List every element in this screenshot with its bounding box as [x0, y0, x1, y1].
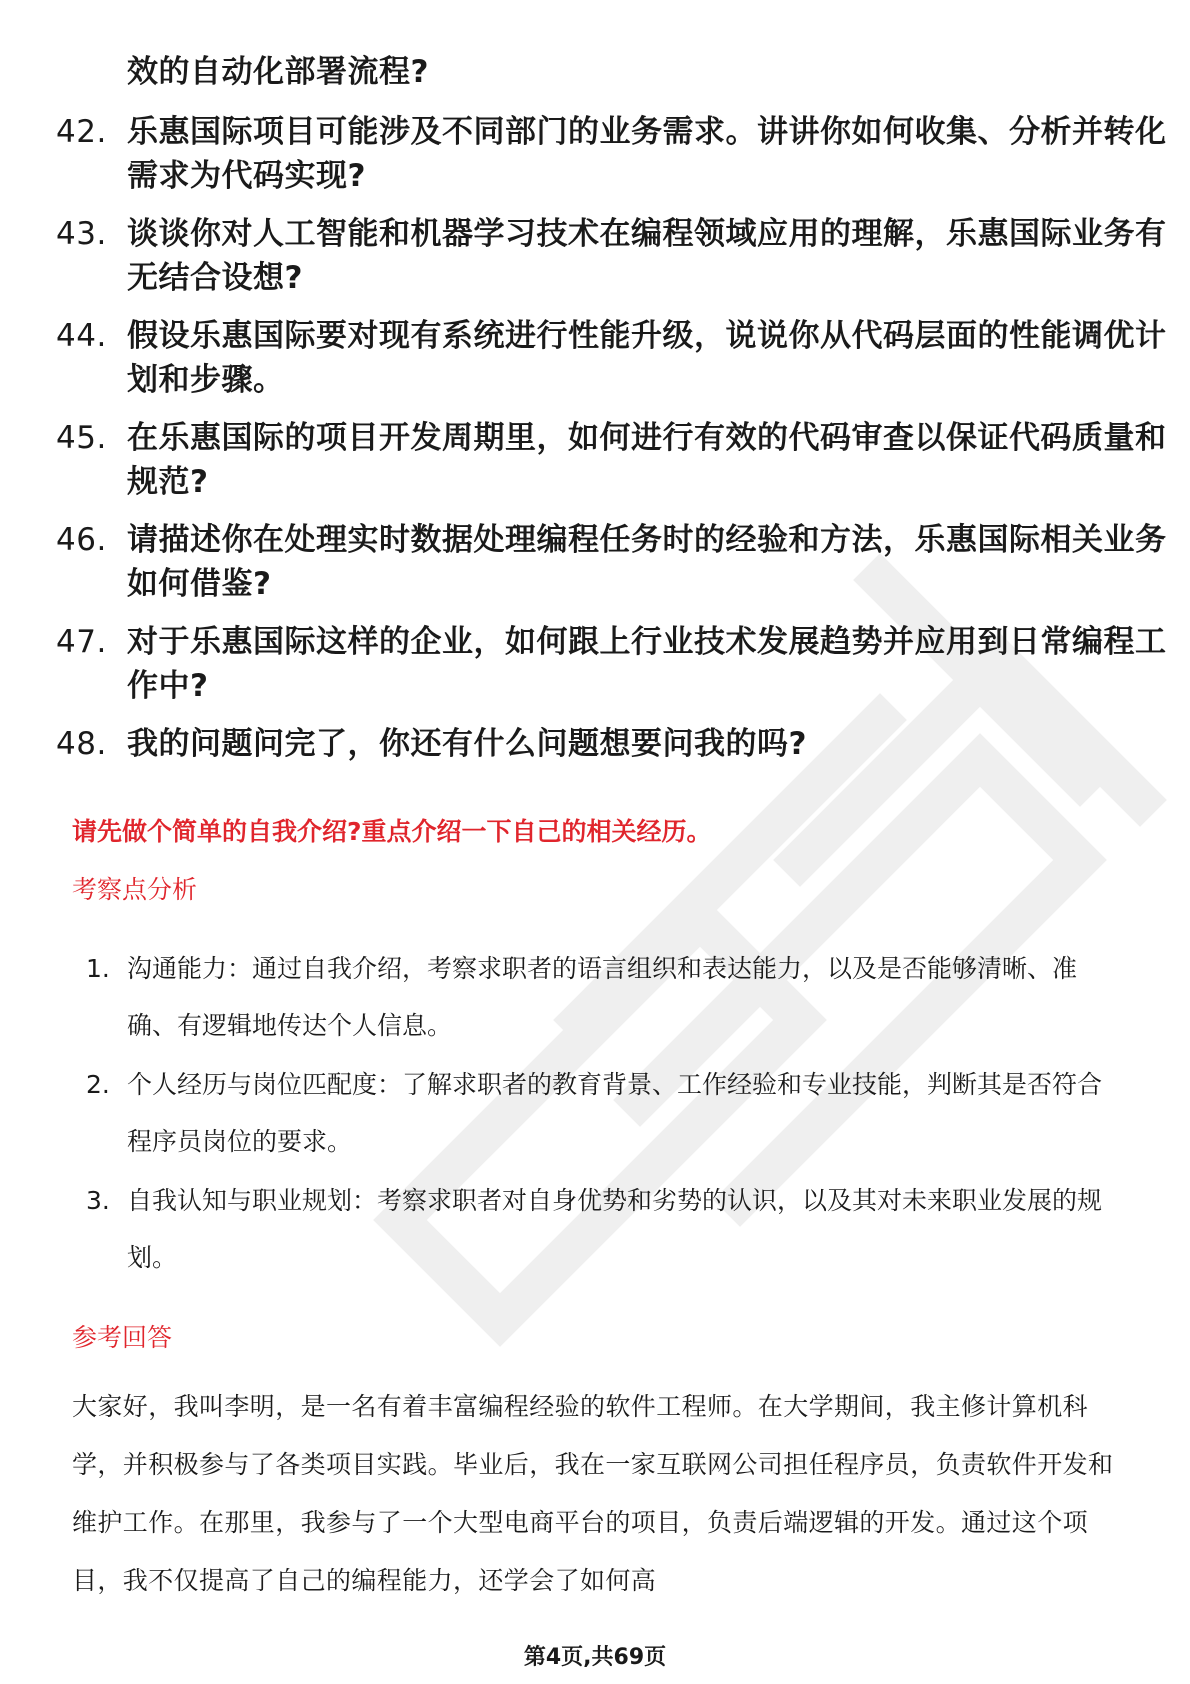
continued-question-text: 效的自动化部署流程? — [127, 54, 429, 90]
question-text: 假设乐惠国际要对现有系统进行性能升级，说说你从代码层面的性能调优计划和步骤。 — [127, 318, 1167, 398]
question-list — [56, 110, 1167, 780]
analysis-item — [86, 940, 1116, 1054]
question-item — [56, 314, 1167, 402]
question-text: 我的问题问完了，你还有什么问题想要问我的吗? — [127, 726, 807, 762]
analysis-text: 沟通能力：通过自我介绍，考察求职者的语言组织和表达能力，以及是否能够清晰、准确、有逻辑地传达个人信息。 — [127, 954, 1078, 1040]
page-footer: 第4页,共69页 — [523, 1645, 667, 1670]
question-number: 43. — [56, 216, 107, 252]
analysis-list — [86, 940, 1116, 1288]
question-number: 46. — [56, 522, 107, 558]
section-question-heading: 请先做个简单的自我介绍?重点介绍一下自己的相关经历。 — [72, 817, 712, 846]
question-number: 45. — [56, 420, 107, 456]
analysis-number: 1. — [86, 954, 110, 983]
question-item — [56, 722, 1136, 766]
question-number: 42. — [56, 114, 107, 150]
question-number: 48. — [56, 726, 107, 762]
answer-heading: 参考回答 — [72, 1323, 173, 1352]
question-text: 乐惠国际项目可能涉及不同部门的业务需求。讲讲你如何收集、分析并转化需求为代码实现? — [127, 114, 1167, 194]
question-text: 在乐惠国际的项目开发周期里，如何进行有效的代码审查以保证代码质量和规范? — [127, 420, 1167, 500]
question-item — [56, 518, 1167, 606]
question-text: 对于乐惠国际这样的企业，如何跟上行业技术发展趋势并应用到日常编程工作中? — [127, 624, 1167, 704]
analysis-heading: 考察点分析 — [72, 875, 198, 904]
analysis-number: 3. — [86, 1186, 110, 1215]
question-text: 请描述你在处理实时数据处理编程任务时的经验和方法，乐惠国际相关业务如何借鉴? — [127, 522, 1167, 602]
question-item — [56, 110, 1167, 198]
analysis-item — [86, 1172, 1116, 1286]
question-item — [56, 620, 1167, 708]
answer-paragraph: 大家好，我叫李明，是一名有着丰富编程经验的软件工程师。在大学期间，我主修计算机科学，并积极参与了各类项目实践。毕业后，我在一家互联网公司担任程序员，负责软件开发和维护工作。在那里，我参与了一个大型电商平台的项目，负责后端逻辑的开发。通过这个项目，我不仅提高了自己的编程能力，还学会了如何高 — [72, 1392, 1114, 1595]
analysis-text: 个人经历与岗位匹配度：了解求职者的教育背景、工作经验和专业技能，判断其是否符合程序员岗位的要求。 — [127, 1070, 1103, 1156]
question-item — [56, 212, 1167, 300]
analysis-text: 自我认知与职业规划：考察求职者对自身优势和劣势的认识，以及其对未来职业发展的规划。 — [127, 1186, 1103, 1272]
question-text: 谈谈你对人工智能和机器学习技术在编程领域应用的理解，乐惠国际业务有无结合设想? — [127, 216, 1167, 296]
question-number: 44. — [56, 318, 107, 354]
analysis-number: 2. — [86, 1070, 110, 1099]
question-item — [56, 416, 1167, 504]
analysis-item — [86, 1056, 1116, 1170]
question-number: 47. — [56, 624, 107, 660]
